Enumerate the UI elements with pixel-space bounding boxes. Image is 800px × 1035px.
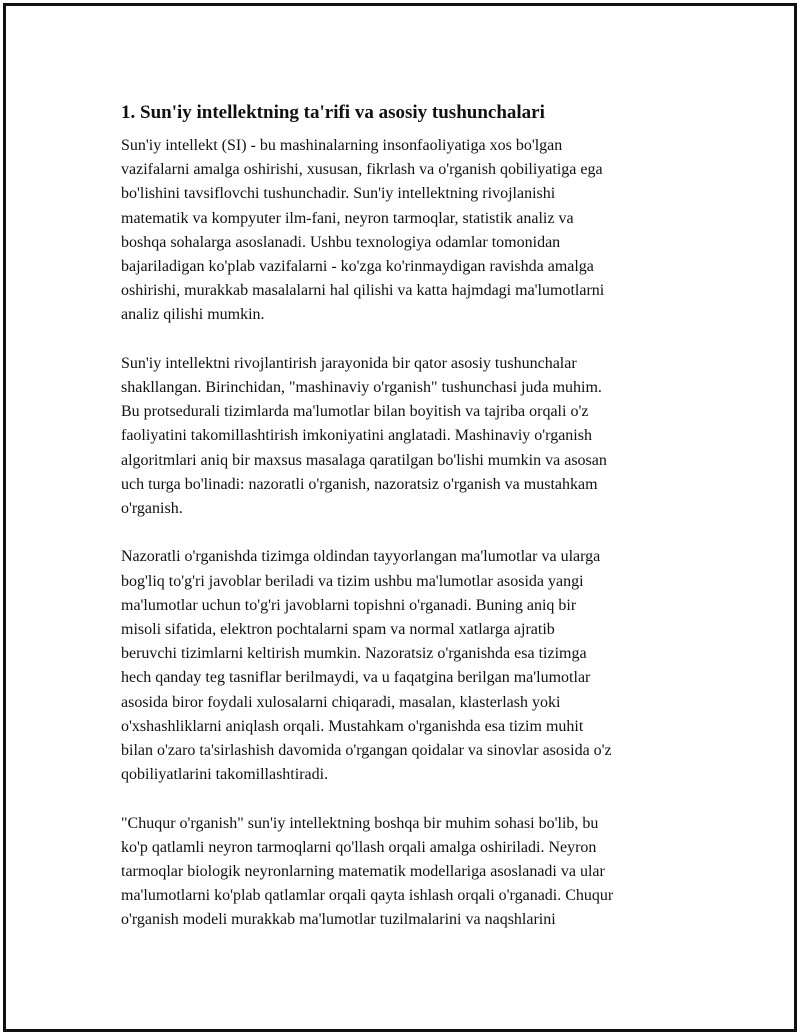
paragraph-1: Sun'iy intellekt (SI) - bu mashinalarning insonfaoliyatiga xos bo'lgan vazifalarni amalga oshirishi, xususan, fikrlash va o'rganish qobiliyatiga ega bo'lishini tavsiflovchi tushunchadir. Sun'iy intellektning rivojlanishi matematik va kompyuter ilm-fani, neyron tarmoqlar, statistik analiz va boshqa sohalarga asoslanadi. Ushbu texnologiya odamlar tomonidan bajariladigan ko'plab vazifalarni - ko'zga ko'rinmaydigan ravishda amalga oshirishi, murakkab masalalarni hal qilishi va katta hajmdagi ma'lumotlarni analiz qilishi mumkin.: [121, 137, 605, 324]
document-body: [121, 101, 696, 957]
page-frame: [3, 3, 797, 1032]
paragraph-4: "Chuqur o'rganish" sun'iy intellektning boshqa bir muhim sohasi bo'lib, bu ko'p qatlamli neyron tarmoqlarni qo'llash orqali amalga oshiriladi. Neyron tarmoqlar biologik neyronlarning matematik modellariga asoslanadi va ular ma'lumotlarni ko'plab qatlamlar orqali qayta ishlash orqali o'rganadi. Chuqur o'rganish modeli murakkab ma'lumotlar tuzilmalarini va naqshlarini: [121, 814, 614, 929]
section-title: 1. Sun'iy intellektning ta'rifi va asosiy tushunchalari: [121, 102, 545, 123]
paragraph-2: Sun'iy intellektni rivojlantirish jarayonida bir qator asosiy tushunchalar shakllangan. Birinchidan, "mashinaviy o'rganish" tushunchasi juda muhim. Bu protsedurali tizimlarda ma'lumotlar bilan boyitish va tajriba orqali o'z faoliyatini takomillashtirish imkoniyatini anglatadi. Mashinaviy o'rganish algoritmlari aniq bir maxsus masalaga qaratilgan bo'lishi mumkin va asosan uch turga bo'linadi: nazoratli o'rganish, nazoratsiz o'rganish va mustahkam o'rganish.: [121, 354, 607, 518]
paragraph-3: Nazoratli o'rganishda tizimga oldindan tayyorlangan ma'lumotlar va ularga bog'liq to'g'ri javoblar beriladi va tizim ushbu ma'lumotlar asosida yangi ma'lumotlar uchun to'g'ri javoblarni topishni o'rganadi. Buning aniq bir misoli sifatida, elektron pochtalarni spam va normal xatlarga ajratib beruvchi tizimlarni keltirish mumkin. Nazoratsiz o'rganishda esa tizimga hech qanday teg tasniflar berilmaydi, va u faqatgina berilgan ma'lumotlar asosida biror foydali xulosalarni chiqaradi, masalan, klasterlash yoki o'xshashliklarni aniqlash orqali. Mustahkam o'rganishda esa tizim muhit bilan o'zaro ta'sirlashish davomida o'rgangan qoidalar va sinovlar asosida o'z qobiliyatlarini takomillashtiradi.: [121, 548, 612, 784]
